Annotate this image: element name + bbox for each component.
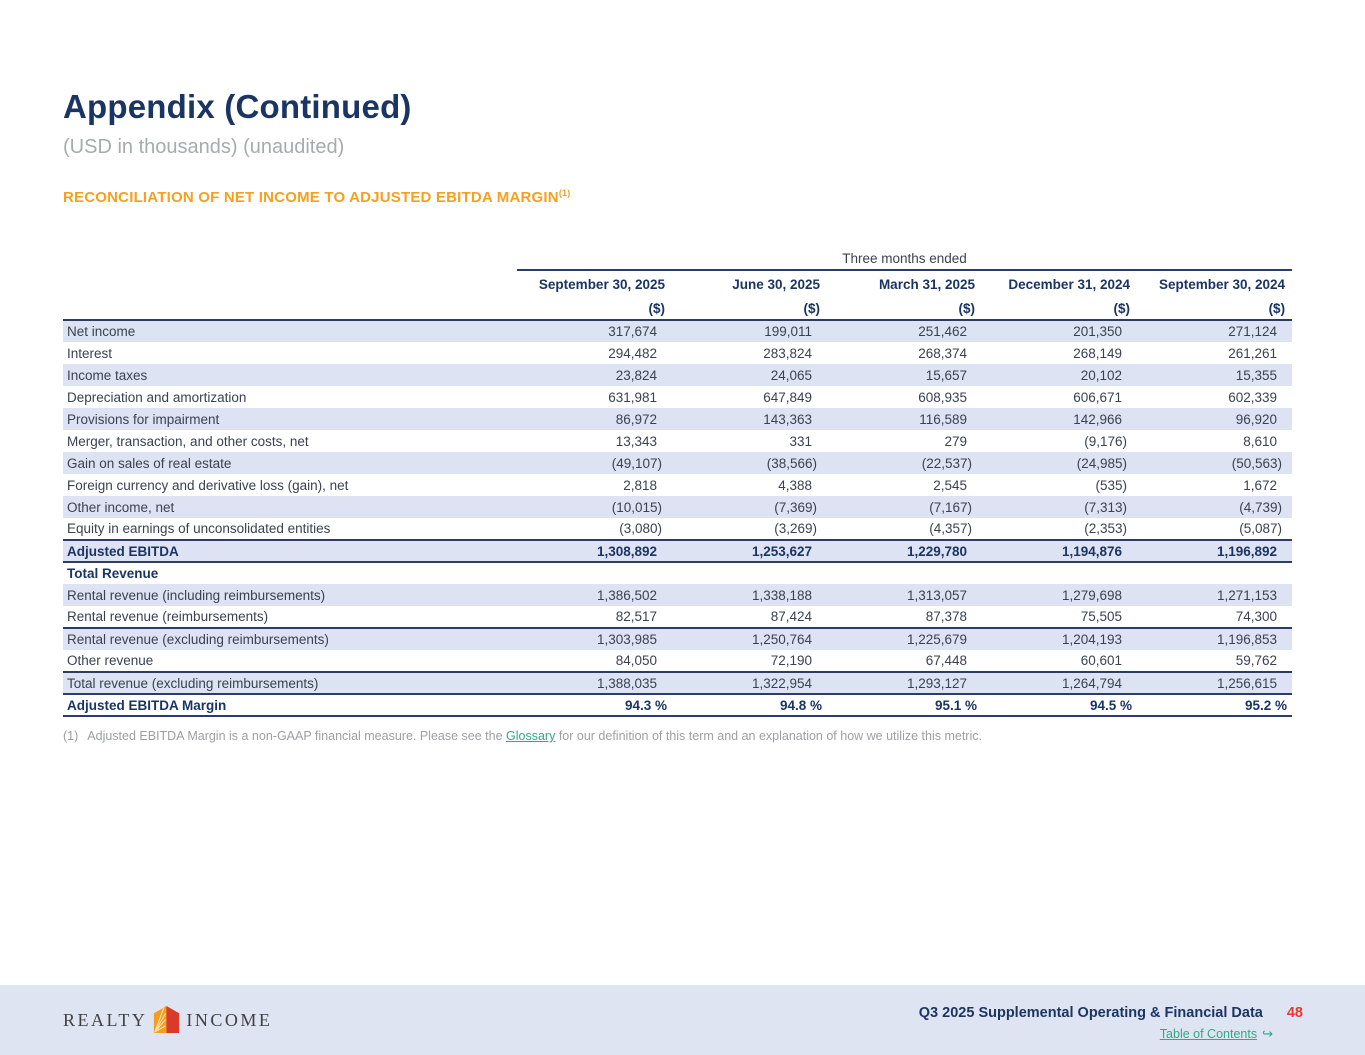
value-cell: 87,424 bbox=[770, 609, 812, 624]
unit-label: ($) bbox=[982, 298, 1137, 320]
value-cell: 8,610 bbox=[1243, 433, 1278, 449]
value-cell: 1,308,892 bbox=[517, 540, 672, 562]
value-cell: 647,849 bbox=[763, 389, 812, 405]
section-heading bbox=[63, 188, 570, 206]
value-cell: 1,386,502 bbox=[517, 584, 672, 606]
unit-row bbox=[63, 298, 1292, 320]
table-row bbox=[63, 320, 1292, 342]
row-label: Rental revenue (including reimbursements) bbox=[63, 584, 517, 606]
value-cell: 95.1 % bbox=[827, 694, 982, 716]
value-cell: 1,256,615 bbox=[1137, 672, 1292, 694]
table-row bbox=[63, 584, 1292, 606]
footer-line2 bbox=[1160, 1026, 1273, 1042]
table-row bbox=[63, 386, 1292, 408]
toc-arrow-icon[interactable]: ↪ bbox=[1262, 1025, 1273, 1041]
value-cell: 4,388 bbox=[778, 477, 812, 493]
footnote bbox=[63, 729, 982, 743]
table-row bbox=[63, 606, 1292, 628]
value-cell: 1,204,193 bbox=[982, 628, 1137, 650]
realty-income-logo bbox=[63, 1005, 272, 1036]
table-row bbox=[63, 342, 1292, 364]
section-heading-text: RECONCILIATION OF NET INCOME TO ADJUSTED EBITDA MARGIN bbox=[63, 189, 559, 206]
value-cell: (50,563) bbox=[1137, 452, 1292, 474]
value-cell: 1,250,764 bbox=[672, 628, 827, 650]
value-cell: 15,355 bbox=[1137, 364, 1292, 386]
value-cell: 23,824 bbox=[517, 364, 672, 386]
value-cell: 631,981 bbox=[608, 389, 657, 405]
page-number: 48 bbox=[1286, 1004, 1303, 1021]
unit-label: ($) bbox=[827, 298, 982, 320]
value-cell: 143,363 bbox=[672, 408, 827, 430]
value-cell: (22,537) bbox=[827, 452, 982, 474]
column-header: June 30, 2025 bbox=[732, 277, 820, 292]
page-subtitle: (USD in thousands) (unaudited) bbox=[63, 136, 345, 158]
page-title: Appendix (Continued) bbox=[63, 88, 412, 125]
table-row bbox=[63, 408, 1292, 430]
table-row bbox=[63, 430, 1292, 452]
value-cell: 271,124 bbox=[1137, 320, 1292, 342]
value-cell: 251,462 bbox=[827, 320, 982, 342]
toc-link[interactable]: Table of Contents bbox=[1159, 1026, 1258, 1041]
row-label: Total Revenue bbox=[67, 566, 159, 581]
value-cell: 87,378 bbox=[925, 609, 967, 624]
value-cell: (9,176) bbox=[1084, 433, 1127, 449]
value-cell: 15,657 bbox=[827, 364, 982, 386]
row-label: Income taxes bbox=[63, 364, 517, 386]
table-row bbox=[63, 694, 1292, 716]
value-cell: 59,762 bbox=[1235, 653, 1278, 668]
value-cell: 13,343 bbox=[615, 433, 657, 449]
value-cell: 1,313,057 bbox=[827, 584, 982, 606]
value-cell: 261,261 bbox=[1228, 345, 1278, 361]
value-cell: 74,300 bbox=[1235, 609, 1278, 624]
value-cell: 1,253,627 bbox=[672, 540, 827, 562]
row-label: Other revenue bbox=[67, 653, 154, 668]
value-cell: 1,271,153 bbox=[1137, 584, 1292, 606]
row-label: Gain on sales of real estate bbox=[63, 452, 517, 474]
value-cell: (7,313) bbox=[982, 496, 1137, 518]
value-cell: (535) bbox=[1095, 477, 1127, 493]
reconciliation-table bbox=[63, 248, 1292, 717]
value-cell: 1,196,853 bbox=[1137, 628, 1292, 650]
value-cell: 94.8 % bbox=[672, 694, 827, 716]
value-cell: 201,350 bbox=[982, 320, 1137, 342]
column-header: December 31, 2024 bbox=[1008, 277, 1130, 292]
value-cell: 268,374 bbox=[918, 345, 967, 361]
value-cell: (4,739) bbox=[1137, 496, 1292, 518]
value-cell: 82,517 bbox=[615, 609, 657, 624]
footnote-text-after: for our definition of this term and an explanation of how we utilize this metric. bbox=[555, 729, 982, 743]
value-cell: 142,966 bbox=[982, 408, 1137, 430]
value-cell: 94.3 % bbox=[517, 694, 672, 716]
value-cell: 72,190 bbox=[770, 653, 812, 668]
value-cell: 95.2 % bbox=[1137, 694, 1292, 716]
footnote-text-before: Adjusted EBITDA Margin is a non-GAAP financial measure. Please see the bbox=[87, 729, 507, 743]
value-cell: 1,229,780 bbox=[827, 540, 982, 562]
value-cell: 24,065 bbox=[672, 364, 827, 386]
value-cell: 317,674 bbox=[517, 320, 672, 342]
value-cell: 1,672 bbox=[1243, 477, 1278, 493]
value-cell: (7,369) bbox=[672, 496, 827, 518]
logo-word-income: INCOME bbox=[186, 1009, 273, 1030]
value-cell: 283,824 bbox=[763, 345, 812, 361]
value-cell: 331 bbox=[789, 433, 812, 449]
row-label: Foreign currency and derivative loss (gain), net bbox=[67, 477, 349, 493]
value-cell: 608,935 bbox=[918, 389, 967, 405]
value-cell: 20,102 bbox=[982, 364, 1137, 386]
row-label: Adjusted EBITDA Margin bbox=[63, 694, 517, 716]
row-label: Equity in earnings of unconsolidated entities bbox=[67, 521, 331, 536]
table-row bbox=[63, 562, 1292, 584]
row-label: Net income bbox=[63, 320, 517, 342]
value-cell: 96,920 bbox=[1137, 408, 1292, 430]
value-cell: 279 bbox=[944, 433, 967, 449]
empty-cell bbox=[63, 248, 517, 270]
unit-label: ($) bbox=[517, 298, 672, 320]
column-header-row bbox=[63, 270, 1292, 298]
value-cell: 1,303,985 bbox=[517, 628, 672, 650]
row-label: Total revenue (excluding reimbursements) bbox=[63, 672, 517, 694]
value-cell: (4,357) bbox=[929, 521, 972, 536]
value-cell bbox=[827, 562, 982, 584]
value-cell: 1,279,698 bbox=[982, 584, 1137, 606]
value-cell: 199,011 bbox=[672, 320, 827, 342]
value-cell: 1,388,035 bbox=[517, 672, 672, 694]
row-label: Interest bbox=[67, 345, 113, 361]
value-cell bbox=[1137, 562, 1292, 584]
table-row bbox=[63, 650, 1292, 672]
table-row bbox=[63, 496, 1292, 518]
footnote-marker: (1) bbox=[63, 729, 79, 743]
value-cell: (2,353) bbox=[1084, 521, 1127, 536]
value-cell: 75,505 bbox=[1080, 609, 1122, 624]
glossary-link[interactable]: Glossary bbox=[506, 729, 556, 743]
group-header: Three months ended bbox=[517, 248, 1292, 270]
value-cell: (49,107) bbox=[517, 452, 672, 474]
table-row bbox=[63, 474, 1292, 496]
footer-line1 bbox=[919, 1005, 1303, 1021]
column-header: September 30, 2024 bbox=[1158, 277, 1286, 292]
value-cell: 1,264,794 bbox=[982, 672, 1137, 694]
value-cell: 606,671 bbox=[1073, 389, 1122, 405]
value-cell: (3,269) bbox=[774, 521, 817, 536]
table-row bbox=[63, 518, 1292, 540]
row-label: Merger, transaction, and other costs, net bbox=[67, 433, 309, 449]
value-cell: (38,566) bbox=[672, 452, 827, 474]
value-cell: 60,601 bbox=[1080, 653, 1122, 668]
value-cell: (7,167) bbox=[827, 496, 982, 518]
doc-title: Q3 2025 Supplemental Operating & Financial Data bbox=[918, 1004, 1263, 1021]
value-cell: 268,149 bbox=[1073, 345, 1122, 361]
row-label: Rental revenue (excluding reimbursements) bbox=[63, 628, 517, 650]
row-label: Provisions for impairment bbox=[63, 408, 517, 430]
value-cell: 2,545 bbox=[933, 477, 967, 493]
column-header: March 31, 2025 bbox=[878, 277, 975, 292]
value-cell: 116,589 bbox=[827, 408, 982, 430]
footer-bar bbox=[0, 985, 1365, 1055]
unit-label: ($) bbox=[672, 298, 827, 320]
value-cell: 1,322,954 bbox=[672, 672, 827, 694]
value-cell: 67,448 bbox=[925, 653, 967, 668]
unit-label: ($) bbox=[1137, 298, 1292, 320]
value-cell bbox=[517, 562, 672, 584]
table-row bbox=[63, 628, 1292, 650]
section-heading-footnote-ref: (1) bbox=[558, 188, 571, 198]
value-cell: (3,080) bbox=[619, 521, 662, 536]
table-row bbox=[63, 452, 1292, 474]
house-icon bbox=[153, 1005, 180, 1034]
column-header: September 30, 2025 bbox=[538, 277, 665, 292]
value-cell: 94.5 % bbox=[982, 694, 1137, 716]
value-cell: 1,225,679 bbox=[827, 628, 982, 650]
value-cell bbox=[672, 562, 827, 584]
value-cell: 1,293,127 bbox=[827, 672, 982, 694]
value-cell: 602,339 bbox=[1228, 389, 1278, 405]
empty-cell bbox=[63, 298, 517, 320]
empty-cell bbox=[63, 270, 517, 298]
value-cell: (5,087) bbox=[1239, 521, 1283, 536]
value-cell: 1,196,892 bbox=[1137, 540, 1292, 562]
table-row bbox=[63, 672, 1292, 694]
value-cell: 1,194,876 bbox=[982, 540, 1137, 562]
group-header-row bbox=[63, 248, 1292, 270]
value-cell: 84,050 bbox=[615, 653, 657, 668]
table-row bbox=[63, 540, 1292, 562]
row-label: Rental revenue (reimbursements) bbox=[67, 609, 269, 624]
table-row bbox=[63, 364, 1292, 386]
value-cell bbox=[982, 562, 1137, 584]
row-label: Other income, net bbox=[63, 496, 517, 518]
value-cell: (24,985) bbox=[982, 452, 1137, 474]
value-cell: 2,818 bbox=[623, 477, 657, 493]
row-label: Depreciation and amortization bbox=[67, 389, 247, 405]
value-cell: 1,338,188 bbox=[672, 584, 827, 606]
row-label: Adjusted EBITDA bbox=[63, 540, 517, 562]
footer-right bbox=[919, 1005, 1303, 1042]
value-cell: 86,972 bbox=[517, 408, 672, 430]
value-cell: 294,482 bbox=[608, 345, 657, 361]
logo-word-realty: REALTY bbox=[63, 1009, 148, 1030]
value-cell: (10,015) bbox=[517, 496, 672, 518]
